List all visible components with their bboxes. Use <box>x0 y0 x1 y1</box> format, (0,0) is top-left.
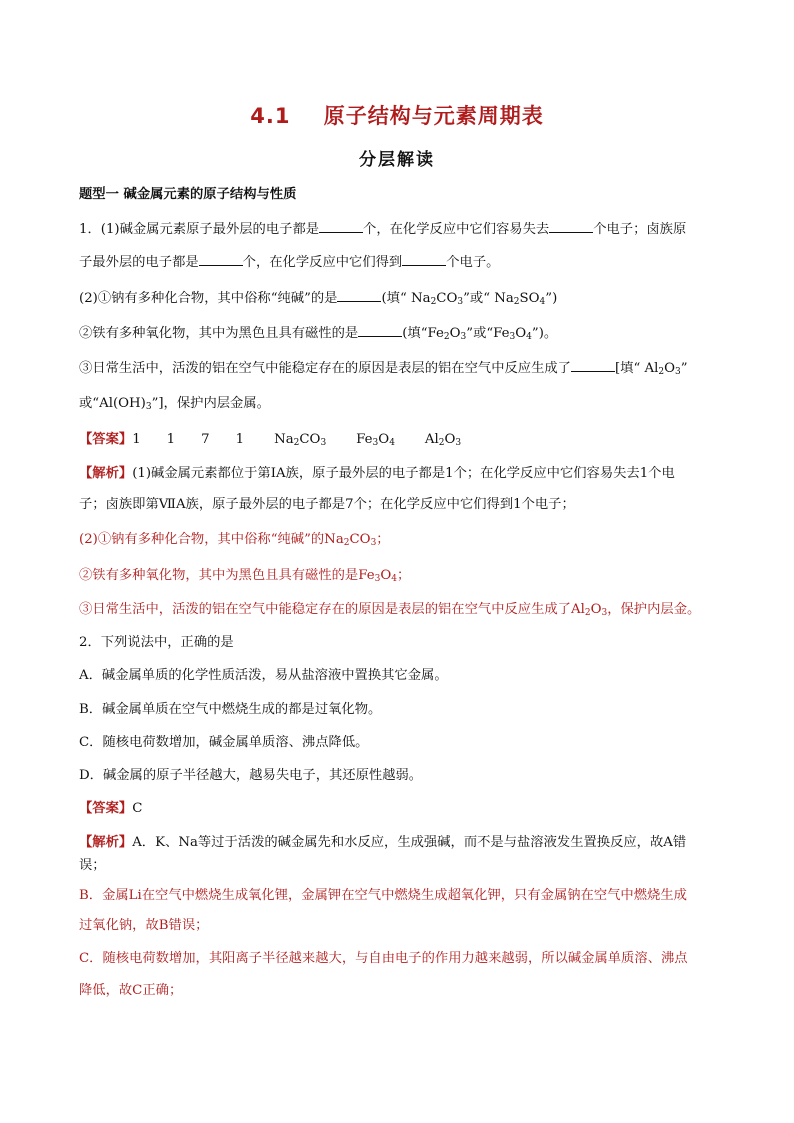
answer-value: 1 <box>166 432 176 447</box>
q2-option-b: B．碱金属单质在空气中燃烧生成的都是过氧化物。 <box>79 702 382 717</box>
answer-2 <box>79 800 719 818</box>
q1-line-2 <box>79 252 719 272</box>
q1-text: ”]，保护内层金属。 <box>151 396 270 411</box>
analysis-text: ； <box>376 532 390 547</box>
subscript: 3 <box>675 367 681 377</box>
analysis-2-line-6: 降低，故C正确； <box>79 983 183 998</box>
analysis-2-line-3: B．金属Li在空气中燃烧生成氧化锂，金属钾在空气中燃烧生成超氧化钾，只有金属钠在空气中燃烧生成 <box>79 888 687 903</box>
subscript: 3 <box>374 574 381 584</box>
answer-1 <box>79 431 719 449</box>
subscript: 2 <box>513 297 520 307</box>
analysis-1-line-1 <box>79 465 719 483</box>
answer-tag: 【答案】 <box>79 801 133 816</box>
page-title: 4.1 原子结构与元素周期表 <box>250 104 544 128</box>
subscript: 2 <box>443 332 450 342</box>
subscript: 3 <box>509 332 516 342</box>
subscript: 4 <box>391 574 397 584</box>
subscript: 2 <box>293 438 300 448</box>
answer-value: Al <box>424 432 439 447</box>
analysis-1-line-5 <box>79 601 719 619</box>
q2-option-a: A．碱金属单质的化学性质活泼，易从盐溶液中置换其它金属。 <box>79 668 448 683</box>
answer-tag: 【答案】 <box>79 432 133 447</box>
answer-value: Fe <box>356 432 373 447</box>
q1-line-6 <box>79 395 719 413</box>
subscript: 2 <box>343 538 350 548</box>
subscript: 4 <box>539 297 546 307</box>
answer-blank <box>337 288 381 302</box>
subscript: 3 <box>460 332 467 342</box>
analysis-text: O <box>380 568 392 583</box>
subscript: 2 <box>438 438 445 448</box>
q1-text: 子最外层的电子都是 <box>79 255 199 270</box>
analysis-text: O <box>590 602 602 617</box>
q1-text: O <box>664 361 675 376</box>
q1-text: CO <box>436 291 458 306</box>
q1-text: 1．(1)碱金属元素原子最外层的电子都是 <box>79 222 320 237</box>
q1-line-1 <box>79 219 719 239</box>
q1-text: (2)①钠有多种化合物，其中俗称“纯碱”的是 <box>79 291 338 306</box>
analysis-text: CO <box>349 532 371 547</box>
answer-value: CO <box>299 432 321 447</box>
answer-value: 7 <box>201 432 210 447</box>
q1-text: [填“ Al <box>614 361 659 376</box>
q1-line-4 <box>79 323 719 343</box>
answer-blank <box>549 219 593 233</box>
analysis-2-line-1 <box>79 834 719 852</box>
q1-text: (填“Fe <box>402 326 444 341</box>
q2-stem: 2．下列说法中，正确的是 <box>79 635 234 650</box>
section-heading: 题型一 碱金属元素的原子结构与性质 <box>79 187 297 202</box>
answer-value: O <box>378 432 390 447</box>
q1-text: ”或“Fe <box>466 326 510 341</box>
answer-value: 1 <box>235 432 245 447</box>
q1-text: ” <box>680 361 688 376</box>
analysis-2-line-2: 误； <box>79 858 106 873</box>
answer-value: O <box>444 432 456 447</box>
subscript: 4 <box>526 332 532 342</box>
answer-blank <box>319 219 363 233</box>
answer-value: C <box>132 801 143 816</box>
answer-blank <box>358 323 402 337</box>
subscript: 3 <box>320 438 327 448</box>
answer-value: Na <box>274 432 294 447</box>
analysis-1-line-2: 子；卤族即第ⅦA族，原子最外层的电子都是7个；在化学反应中它们得到1个电子； <box>79 497 575 512</box>
analysis-1-line-3 <box>79 531 719 549</box>
q1-text: O <box>515 326 527 341</box>
answer-blank <box>571 358 615 372</box>
q1-text: ③日常生活中，活泼的铝在空气中能稳定存在的原因是表层的铝在空气中反应生成了 <box>79 361 571 376</box>
subscript: 4 <box>389 438 395 448</box>
analysis-text: ②铁有多种氧化物，其中为黑色且具有磁性的是Fe <box>79 568 375 583</box>
subscript: 2 <box>658 367 665 377</box>
q1-text: 或“Al(OH) <box>79 396 146 411</box>
q1-text: ”或“ Na <box>463 291 514 306</box>
analysis-2-line-5: C．随核电荷数增加，其阳离子半径越来越大，与自由电子的作用力越来越弱，所以碱金属单质溶、沸点 <box>79 951 688 966</box>
subscript: 3 <box>457 297 464 307</box>
q1-text: ”) <box>545 291 558 306</box>
answer-blank <box>402 252 446 266</box>
analysis-text: ，保护内层金。 <box>607 602 701 617</box>
analysis-tag: 【解析】 <box>79 835 133 850</box>
q1-text: 个电子。 <box>446 255 500 270</box>
subscript: 3 <box>372 438 379 448</box>
answer-value: 1 <box>132 432 141 447</box>
analysis-tag: 【解析】 <box>79 466 133 481</box>
q1-line-3 <box>79 288 719 308</box>
subscript: 3 <box>455 438 462 448</box>
q1-text: SO <box>519 291 540 306</box>
subscript: 3 <box>145 402 152 412</box>
subscript: 3 <box>601 608 608 618</box>
analysis-2-line-4: 过氧化钠，故B错误； <box>79 918 209 933</box>
q1-text: 个，在化学反应中它们容易失去 <box>363 222 550 237</box>
q2-option-d: D．碱金属的原子半径越大，越易失电子，其还原性越弱。 <box>79 768 423 783</box>
q1-line-5 <box>79 358 719 378</box>
q1-text: ”)。 <box>531 326 558 341</box>
analysis-text: ③日常生活中，活泼的铝在空气中能稳定存在的原因是表层的铝在空气中反应生成了Al <box>79 602 585 617</box>
analysis-text: (2)①钠有多种化合物，其中俗称“纯碱”的Na <box>79 532 344 547</box>
subscript: 2 <box>584 608 591 618</box>
q1-text: 个，在化学反应中它们得到 <box>242 255 403 270</box>
analysis-1-line-4 <box>79 567 719 585</box>
q1-text: ②铁有多种氧化物，其中为黑色且具有磁性的是 <box>79 326 359 341</box>
q1-text: 个电子；卤族原 <box>593 222 687 237</box>
q2-option-c: C．随核电荷数增加，碱金属单质溶、沸点降低。 <box>79 735 369 750</box>
page-subtitle: 分层解读 <box>359 150 435 170</box>
analysis-text: A．K、Na等过于活泼的碱金属先和水反应，生成强碱，而不是与盐溶液发生置换反应，故A错 <box>132 835 687 850</box>
subscript: 3 <box>370 538 377 548</box>
q1-text: O <box>449 326 461 341</box>
analysis-text: ； <box>396 568 411 583</box>
subscript: 2 <box>430 297 437 307</box>
q1-text: (填“ Na <box>381 291 431 306</box>
answer-blank <box>199 252 243 266</box>
analysis-text: (1)碱金属元素都位于第ⅠA族，原子最外层的电子都是1个；在化学反应中它们容易失去1个电 <box>132 466 675 481</box>
